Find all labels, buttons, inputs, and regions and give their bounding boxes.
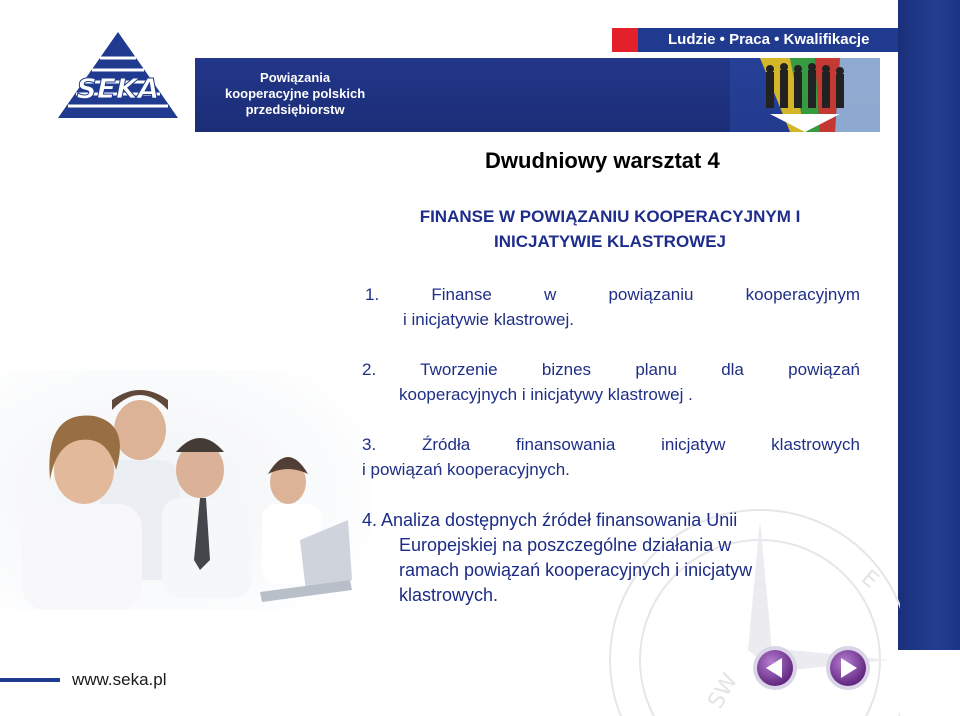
business-people-image — [730, 58, 880, 132]
agenda-item-line: 3. Źródła finansowania inicjatyw klastrowych — [362, 435, 860, 454]
tagline-accent — [612, 28, 638, 52]
previous-slide-button[interactable] — [752, 645, 798, 691]
agenda-item-line: kooperacyjnych i inicjatywy klastrowej . — [399, 385, 693, 404]
next-slide-button[interactable] — [825, 645, 871, 691]
agenda-item — [362, 508, 860, 608]
agenda-item-line: Europejskiej na poszczególne działania w — [399, 535, 732, 555]
tagline: Ludzie • Praca • Kwalifikacje — [638, 28, 898, 52]
slide-subtitle — [300, 204, 920, 254]
agenda-item-line: ramach powiązań kooperacyjnych i inicjatyw — [399, 560, 753, 580]
svg-text:E: E — [856, 565, 883, 594]
agenda-item — [362, 432, 860, 482]
team-laptop-photo — [0, 370, 372, 610]
agenda-item-line: 1. Finanse w powiązaniu kooperacyjnym — [365, 285, 860, 304]
banner-title — [225, 70, 365, 118]
agenda-item-line: 4. Analiza dostępnych źródeł finansowania Unii — [362, 510, 738, 530]
logo-text: SEKA — [76, 72, 160, 105]
footer-url[interactable]: www.seka.pl — [72, 670, 167, 689]
subtitle-line: INICJATYWIE KLASTROWEJ — [493, 232, 727, 251]
right-decorative-bar — [898, 0, 960, 650]
subtitle-line: FINANSE W POWIĄZANIU KOOPERACYJNYM I — [419, 207, 801, 226]
agenda-item-line: i powiązań kooperacyjnych. — [362, 460, 570, 479]
header-banner — [195, 58, 880, 132]
footer-accent-line — [0, 678, 60, 682]
agenda-item-line: 2. Tworzenie biznes planu dla powiązań — [362, 360, 860, 379]
banner-line: przedsiębiorstw — [245, 102, 345, 117]
agenda-item — [365, 282, 860, 332]
agenda-item — [362, 357, 860, 407]
slide-title: Dwudniowy warsztat 4 — [485, 148, 720, 173]
seka-logo — [40, 30, 190, 120]
svg-text:SW: SW — [703, 669, 744, 713]
banner-line: kooperacyjne polskich — [225, 86, 366, 101]
agenda-item-line: i inicjatywie klastrowej. — [403, 310, 574, 329]
banner-line: Powiązania — [260, 70, 331, 85]
agenda-item-line: klastrowych. — [399, 585, 499, 605]
